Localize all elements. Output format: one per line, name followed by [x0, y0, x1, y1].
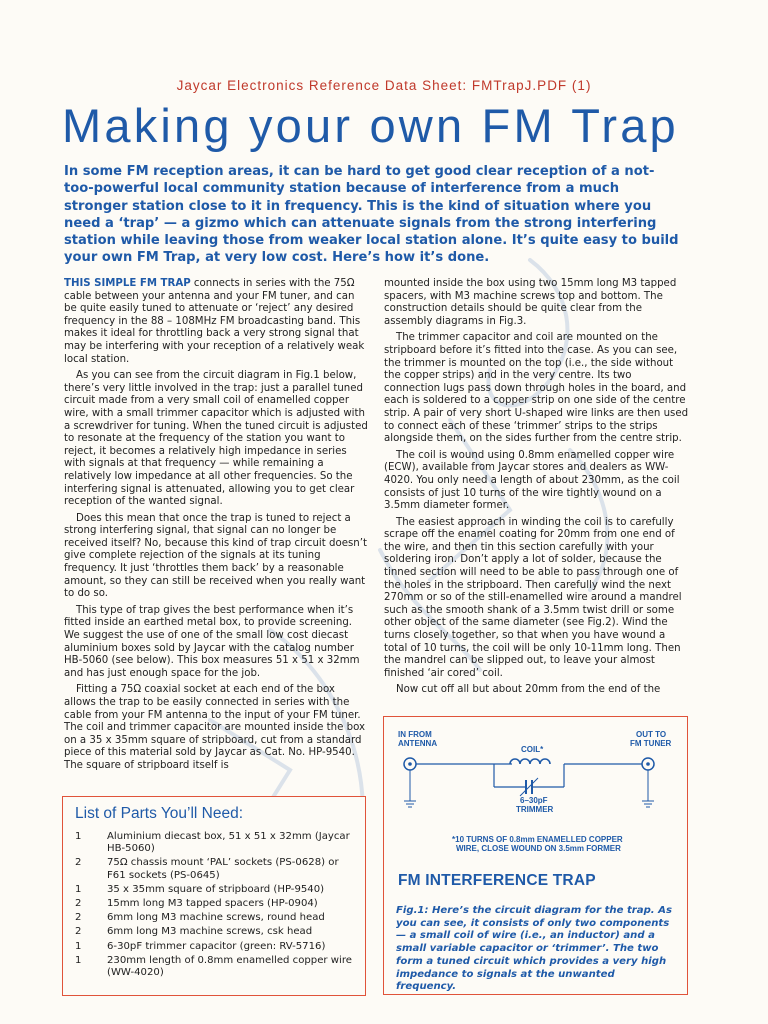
- page-title: Making your own FM Trap: [62, 99, 679, 152]
- left-paragraph-4: This type of trap gives the best performance when it’s fitted inside an earthed metal box, to provide screening. We suggest the use of one of the small low cost diecast aluminium boxes sold by Jaycar with the catalog number HB-5060 (see below). This box measures 51 x 51 x 32mm and has just enough space for the job.: [64, 604, 360, 679]
- intro-paragraph: In some FM reception areas, it can be hard to get good clear reception of a not-too-powerful local community station because of interference from a much stronger station close to it in frequency. This is the kind of situation where you need a ‘trap’ — a gizmo which can attenuate signals from the strong interfering station while leaving those from weaker local station alone. It’s quite easy to build your own FM Trap, at very low cost. Here’s how it’s done.: [64, 164, 679, 266]
- right-paragraph-5: Now cut off all but about 20mm from the end of the: [396, 684, 661, 696]
- parts-row: 1 Aluminium diecast box, 51 x 51 x 32mm (Jaycar HB-5060): [75, 831, 350, 855]
- left-column: [64, 278, 369, 777]
- parts-row: 2 15mm long M3 tapped spacers (HP-0904): [75, 898, 318, 910]
- parts-list-title: List of Parts You’ll Need:: [75, 805, 244, 822]
- label-in-from: IN FROM: [398, 730, 432, 739]
- figure-caption: Fig.1: Here’s the circuit diagram for the trap. As you can see, it consists of only two components — a small coil of wire (i.e., an inductor) and a small variable capacitor or ‘trimmer’. The two form a tuned circuit which provides a very high impedance to signals at the unwanted frequency.: [396, 905, 672, 993]
- parts-list-box: [62, 796, 366, 996]
- label-trimmer: TRIMMER: [516, 805, 554, 814]
- label-coil: COIL*: [521, 745, 544, 754]
- page-header: Jaycar Electronics Reference Data Sheet: FMTrapJ.PDF (1): [176, 78, 592, 93]
- parts-row: 2 6mm long M3 machine screws, csk head: [75, 926, 313, 938]
- left-paragraph-1: THIS SIMPLE FM TRAP connects in series with the 75Ω cable between your antenna and your FM tuner, and can be quite easily tuned to attenuate or ‘reject’ any desired frequency in the 88 – 108MHz FM broadcasting band. This makes it ideal for throttling back a very strong signal that may be interfering with your reception of a relatively weak local station.: [64, 278, 365, 365]
- input-socket-icon: [404, 758, 416, 807]
- parts-row: 2 75Ω chassis mount ‘PAL’ sockets (PS-0628) or F61 sockets (PS-0645): [75, 857, 339, 881]
- left-paragraph-5: Fitting a 75Ω coaxial socket at each end of the box allows the trap to be easily connected in series with the cable from your FM antenna to the input of your FM tuner. The coil and trimmer capacitor are mounted inside the box on a 35 x 35mm square of stripboard, cut from a standard piece of this material sold by Jaycar as Cat. No. HP-9540. The square of stripboard itself is: [64, 684, 366, 771]
- parts-row: 2 6mm long M3 machine screws, round head: [75, 912, 325, 924]
- right-paragraph-1: mounted inside the box using two 15mm long M3 tapped spacers, with M3 machine screws top and bottom. The construction details should be quite clear from the assembly diagrams in Fig.3.: [384, 278, 677, 327]
- parts-row: 1 35 x 35mm square of stripboard (HP-9540): [75, 883, 325, 895]
- circuit-wires: [416, 764, 642, 787]
- label-capacitance: 6–30pF: [520, 796, 548, 805]
- label-note-2: WIRE, CLOSE WOUND ON 3.5mm FORMER: [456, 844, 621, 853]
- label-antenna: ANTENNA: [398, 739, 438, 748]
- parts-row: 1 6-30pF trimmer capacitor (green: RV-5716): [75, 940, 326, 952]
- circuit-diagram: [384, 717, 689, 867]
- right-column: [384, 278, 689, 701]
- right-paragraph-2: The trimmer capacitor and coil are mounted on the stripboard before it’s fitted into the case. As you can see, the trimmer is mounted on the top (i.e., the side without the copper strips) and in the very centre. Its two connection lugs pass down through holes in the board, and each is soldered to a copper strip on one side of the centre strip. A pair of very short U-shaped wire links are then used to connect each of these ‘trimmer’ strips to the strips alongside them, on the sides further from the centre strip.: [384, 332, 689, 445]
- label-fm-tuner: FM TUNER: [630, 739, 672, 748]
- parts-row: 1 230mm length of 0.8mm enamelled copper wire (WW-4020): [75, 954, 352, 979]
- lead-in: THIS SIMPLE FM TRAP: [64, 278, 191, 289]
- label-note-1: *10 TURNS OF 0.8mm ENAMELLED COPPER: [452, 835, 623, 844]
- coil-icon: [510, 759, 550, 764]
- label-out-to: OUT TO: [636, 730, 667, 739]
- left-paragraph-2: As you can see from the circuit diagram in Fig.1 below, there’s very little involved in the trap: just a parallel tuned circuit made from a very small coil of enamelled copper wire, with a small trimmer capacitor which is adjusted with a screwdriver for tuning. When the tuned circuit is adjusted to resonate at the frequency of the station you want to reject, it becomes a relatively high impedance in series with signals at that frequency — while remaining a relatively low impedance at all other frequencies. So the interfering signal is attenuated, allowing you to get clear reception of the wanted signal.: [64, 370, 368, 508]
- figure-box: [383, 716, 688, 995]
- figure-title: FM INTERFERENCE TRAP: [398, 872, 596, 889]
- output-socket-icon: [642, 758, 654, 807]
- left-paragraph-3: Does this mean that once the trap is tuned to reject a strong interfering signal, that signal can no longer be received itself? No, because this kind of trap circuit doesn’t give complete rejection of the signals at its tuning frequency. It just ‘throttles them back’ by a reasonable amount, so they can still be received when you really want to do so.: [64, 512, 367, 600]
- right-paragraph-4: The easiest approach in winding the coil is to carefully scrape off the enamel coating for 20mm from one end of the wire, and then tin this section carefully with your soldering iron. Don’t apply a lot of solder, because the tinned section will need to be able to pass through one of the holes in the stripboard. Then carefully wind the next 270mm or so of the still-enamelled wire around a mandrel such as the smooth shank of a 3.5mm twist drill or some other object of the same diameter (see Fig.2). Wind the turns closely together, so that when you have wound a total of 10 turns, the coil will be only 10-11mm long. Then the mandrel can be slipped out, to leave your almost finished ‘air cored’ coil.: [384, 516, 682, 679]
- right-paragraph-3: The coil is wound using 0.8mm enamelled copper wire (ECW), available from Jaycar stores and dealers as WW-4020. You only need a length of about 230mm, as the coil consists of just 10 turns of the wire tightly wound on a 3.5mm diameter former.: [384, 449, 680, 512]
